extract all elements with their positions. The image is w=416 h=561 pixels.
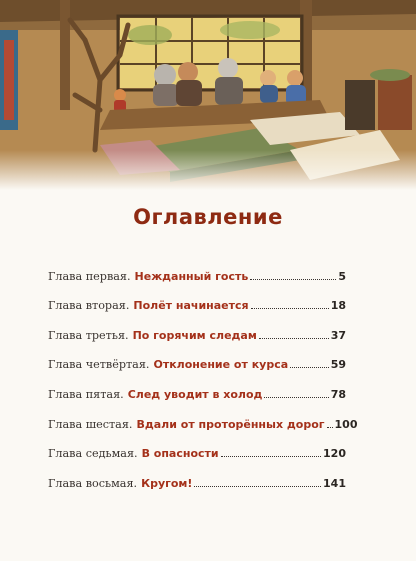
dot-leader <box>259 337 329 339</box>
toc-entry-7[interactable] <box>48 431 346 461</box>
toc-entry-4[interactable] <box>48 342 346 372</box>
workshop-scene-illustration <box>0 0 416 190</box>
chapter-title: В опасности <box>141 447 219 461</box>
dot-leader <box>251 307 329 309</box>
page-number: 78 <box>330 387 346 401</box>
chapter-title: Кругом! <box>141 476 193 490</box>
chapter-title: По горячим следам <box>132 328 257 342</box>
toc-entry-6[interactable] <box>48 401 358 431</box>
toc-entry-8[interactable] <box>48 460 346 490</box>
chapter-label: Глава первая. <box>48 269 131 283</box>
chapter-title: Отклонение от курса <box>153 358 289 372</box>
chapter-title: След уводит в холод <box>127 387 263 401</box>
chapter-label: Глава третья. <box>48 328 129 342</box>
chapter-label: Глава вторая. <box>48 299 130 313</box>
dot-leader <box>221 455 321 457</box>
table-of-contents <box>48 253 358 490</box>
page-number: 120 <box>323 447 346 461</box>
page-number: 5 <box>338 269 346 283</box>
chapter-title: Нежданный гость <box>134 269 249 283</box>
chapter-label: Глава шестая. <box>48 417 133 431</box>
page-number: 18 <box>330 299 346 313</box>
dot-leader <box>290 366 329 368</box>
toc-entry-1[interactable] <box>48 253 346 283</box>
page-number: 100 <box>334 417 358 431</box>
toc-entry-2[interactable] <box>48 283 346 313</box>
page-number: 59 <box>330 358 346 372</box>
dot-leader <box>194 485 321 487</box>
chapter-label: Глава пятая. <box>48 387 124 401</box>
chapter-label: Глава четвёртая. <box>48 358 150 372</box>
header-illustration <box>0 0 416 190</box>
chapter-label: Глава восьмая. <box>48 476 138 490</box>
toc-heading: Оглавление <box>133 205 283 229</box>
chapter-title: Вдали от проторённых дорог <box>136 417 325 431</box>
dot-leader <box>264 396 328 398</box>
chapter-label: Глава седьмая. <box>48 447 138 461</box>
dot-leader <box>327 426 333 428</box>
toc-entry-3[interactable] <box>48 312 346 342</box>
page-number: 141 <box>323 476 346 490</box>
chapter-title: Полёт начинается <box>133 299 249 313</box>
toc-entry-5[interactable] <box>48 371 346 401</box>
page-number: 37 <box>330 328 346 342</box>
dot-leader <box>250 278 336 280</box>
